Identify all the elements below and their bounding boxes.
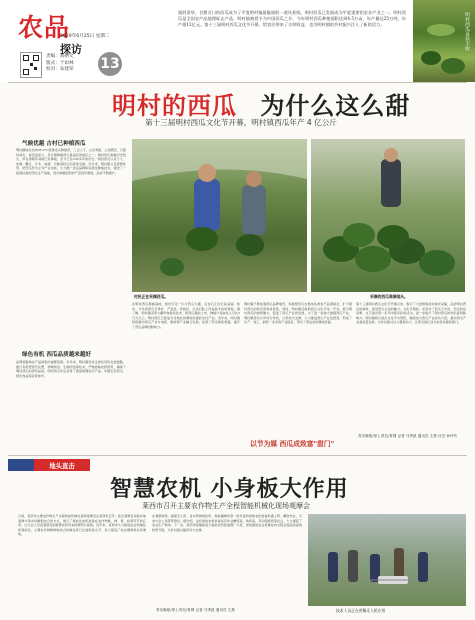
header-divider	[8, 82, 467, 83]
credit-layout: 版式：于如林	[46, 60, 74, 66]
main-headline	[112, 86, 410, 121]
issue-date: 2019年6月25日 星期二	[60, 34, 110, 39]
harvest-photo-caption: 村民正在采摘西瓜。	[134, 294, 169, 299]
credit-editor: 责编：高朝文	[46, 54, 74, 59]
qr-code-icon	[20, 52, 42, 78]
section-title: 探访	[60, 43, 82, 56]
col2-body: 在明村西瓜种植基地，到处可见一片片西瓜大棚，瓜农们正在忙着采摘、装车。今年的西瓜长势好、产量高、价格好，瓜农们脸上洋溢着丰收的喜悦。据了解，明村镇采用大棚早熟栽培技术，使西瓜提前上市，种植户每亩收入可达2万元以上。明村西瓜已经成为当地农民增收致富的支柱产业。近年来，明村镇积极推动西瓜产业与电商、旅游等产业融合发展，拓宽了西瓜销售渠道，提升了西瓜品牌的影响力。	[132, 302, 240, 329]
col1-heading-2: 绿色有机 西瓜品质越来越好	[22, 352, 92, 358]
bottom-byline: 青岛晚报/掌上青岛/青网 记者 马秀凯 通讯员 王燕	[156, 608, 235, 612]
logo-text: 农品	[18, 13, 71, 42]
intro-paragraph: 奥胜莱华，甘甜可口的西瓜成为了平度明村镇最靓丽的一道风景线，明村西瓜已发展成为平度重要的农业产业之一。明村西瓜是全国农产品地理标志产品，明村镇被授予为中国西瓜之乡，今年明村西瓜种植面积达到4.5万亩，年产量达25万吨，年产值12亿元。第十三届明村西瓜文化节开幕，给农民带来了丰厚收益，也为明村镇的乡村振兴注入了新的活力。	[178, 10, 406, 28]
harvest-photo	[132, 139, 307, 292]
watermelon-pile-photo	[311, 139, 465, 292]
credit-proofreader: 校对：朱建荣	[46, 67, 74, 73]
section-callout: 以节为媒 西瓜成致富"甜门"	[250, 440, 335, 448]
pile-photo-caption: 采摘的西瓜堆满地头。	[370, 294, 408, 299]
col1-body-2: 品牌是影响农产品销售的重要因素。多年来，明村镇坚持走绿色有机发展道路，推行有机肥替代化肥、物理防治、生物防治等技术，严格控制农药使用，确保了明村西瓜的绿色品质。明村西瓜先后获得了国家地理标志产品、中国名优西瓜、绿色食品等荣誉称号。	[16, 360, 126, 378]
col3-body: 明村镇不断加强西瓜品牌建设，积极组织瓜农参加各类农产品展销会，扩大明村西瓜的知名度和美誉度。同时，明村镇还借助西瓜文化节这一平台，展示明村西瓜的独特魅力，促进了西瓜产业的发展。为了进一步做大做强西瓜产业，明村镇坚持以市场为导向，以科技为支撑，大力推进西瓜产业化经营，形成了生产、加工、销售一条龙的产业链条，带动了周边农民增收致富。	[244, 302, 352, 325]
editor-credits	[46, 54, 74, 74]
headline-part1: 明村的西瓜	[112, 92, 237, 120]
col4-body: 第十三届明村西瓜文化节开幕以来，吸引了大批游客前来观光采摘，品尝明村西瓜的美味，感受西瓜文化的魅力。文化节期间，还举办了西瓜王评选、西瓜知识竞赛、文艺演出等一系列丰富多彩的活动，进一步提升了明村西瓜的知名度和影响力。明村镇将以此次文化节为契机，继续加大西瓜产业扶持力度，推动西瓜产业高质量发展，为乡村振兴注入强劲动力，让西瓜真正成为农民致富的甜门。	[356, 302, 466, 325]
bottom-headline: 智慧农机 小身板大作用	[110, 477, 349, 502]
side-photo-caption: 明村西瓜喜获丰收	[464, 12, 469, 51]
col1-body: 明村镇地处北纬36.9°C度黄金瓜种植带，三合山下，山水秀丽，土地肥沃，日照时间长，昼夜温差大，是全国种植西瓜最适宜的地区之一。明村西瓜种植历史悠久，早在清朝年间就已有种植，至今已有200多年的历史。明村西瓜以其个大、皮薄、瓤红、汁多、味甜、沙脆等特点而享誉全国。近年来，明村镇立足资源优势，把西瓜作为主导产业来抓，大力推广优良品种和标准化种植技术，建设了一批高标准的西瓜生产基地，西瓜种植面积和产量逐年增加，品质不断提升。	[16, 148, 126, 175]
bottom-col2-body: 在观摩现场，植保无人机、自动驾驶拖拉机、智能播种机等一批先进的智能农机装备轮番上阵，精准作业，引来与会人员阵阵赞叹。据介绍，这些智能农机装备具有作业精度高、效率高、劳动强度低等优点，大大提高了农业生产效率。下一步，莱西市将继续加大智能农机装备推广力度，加快推进农业机械化向全程全面高质高效转型升级，为乡村振兴提供有力支撑。	[152, 514, 302, 532]
col1-heading: 气候优越 古村已种植西瓜	[22, 141, 86, 147]
main-subhead: 第十三届明村西瓜文化节开幕，明村镇西瓜年产 4 亿公斤	[145, 118, 337, 127]
headline-part2: 为什么这么甜	[260, 92, 411, 120]
drone-photo-caption: 技术人员正在讲解无人机应用	[336, 608, 386, 613]
page-number-badge: 13	[98, 52, 122, 76]
bottom-subhead: 莱西市召开主要农作物生产全程智能机械化现场观摩会	[142, 502, 310, 510]
tag-accent-bar	[8, 459, 36, 471]
section-tag: 地头直击	[34, 459, 90, 471]
main-byline: 青岛晚报/掌上青岛/青网 记者 马秀凯 通讯员 王燕 付芸 孙玲玲	[358, 434, 458, 438]
bottom-divider	[8, 455, 467, 456]
drone-demo-photo	[308, 514, 466, 606]
bottom-col1-body: 日前，莱西市主要农作物生产全程智能机械化现场观摩会在莱西市召开。此次观摩会采取实地观摩与集中讲解相结合的方式，展示了智能化农机装备在农作物耕、种、管、收等环节的应用，让与会人员直观感受到智慧农机带来的便利与高效。近年来，莱西市大力推进农业机械化和智能化，主要农作物耕种收综合机械化率已达到较高水平，有力促进了农业增效和农民增收。	[18, 514, 146, 537]
